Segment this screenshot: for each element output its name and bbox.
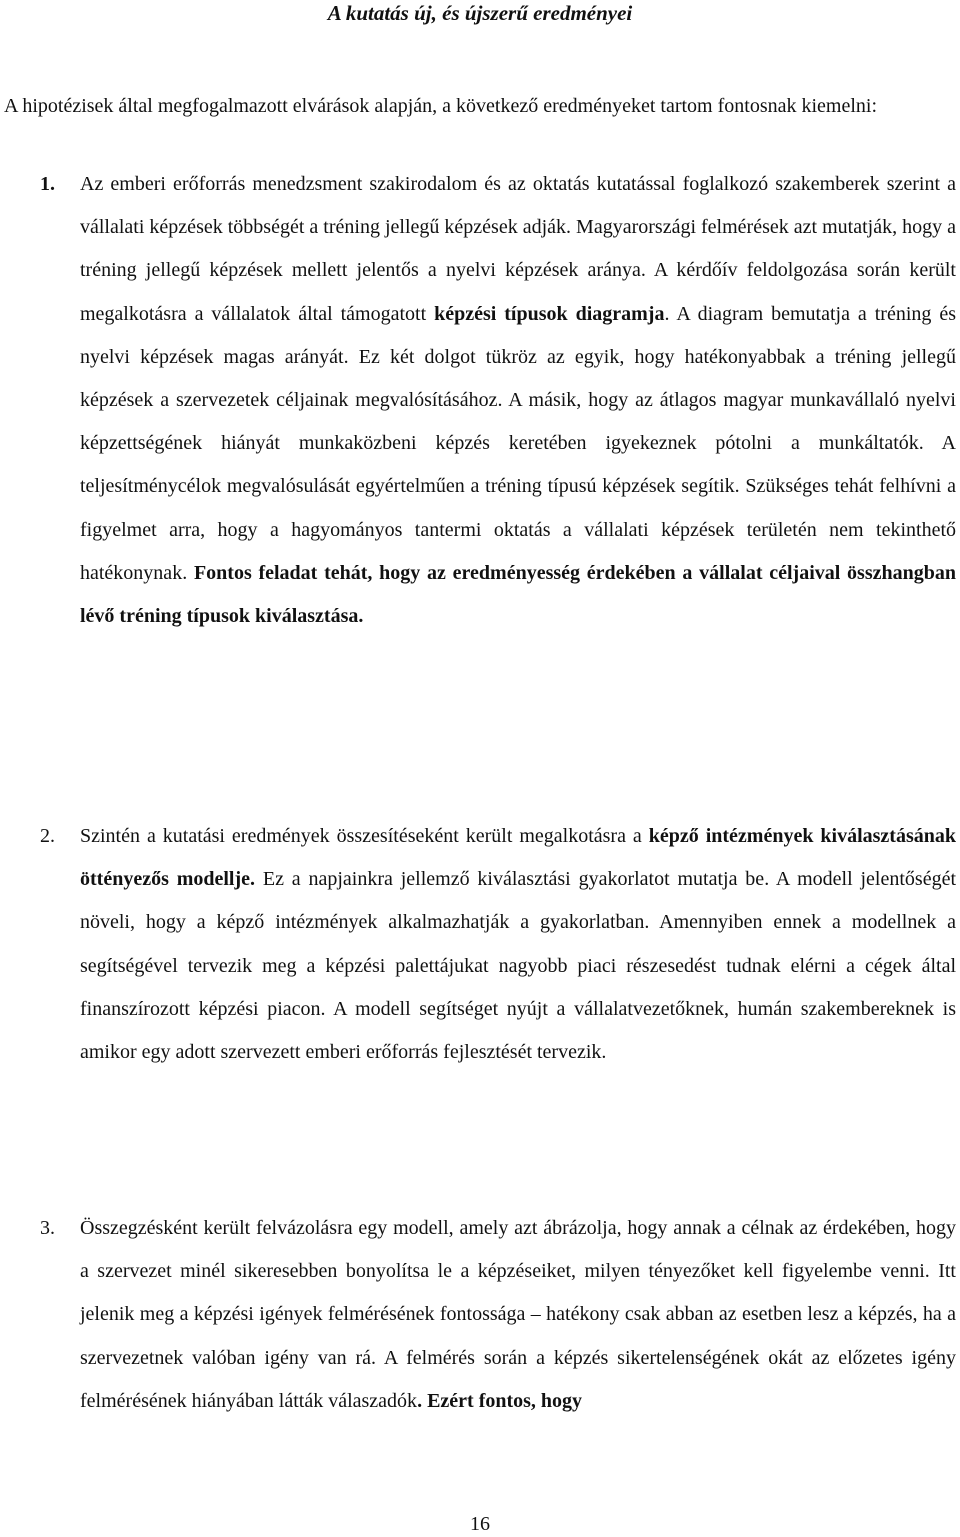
text-segment: Szintén a kutatási eredmények összesítéseként került megalkotásra a <box>80 825 649 847</box>
intro-paragraph: A hipotézisek által megfogalmazott elvárások alapján, a következő eredményeket tartom fontosnak kiemelni: <box>4 95 878 117</box>
bold-text-segment: képzési típusok diagramja <box>434 302 665 325</box>
list-item-number: 1. <box>40 173 55 195</box>
list-item-number: 2. <box>40 825 55 847</box>
bold-text-segment: képző intézmények kiválasztásának öttényezős modellje. <box>80 825 956 891</box>
text-segment: . A diagram bemutatja a tréning és nyelvi képzések magas arányát. Ez két dolgot tükröz az egyik, hogy hatékonyabbak a tréning jellegű képzések a szervezetek céljainak megvalósításához. A másik, hogy az átlagos magyar munkavállaló nyelvi képzettségének hiányát munkaközbeni képzés keretében igyekeznek pótolni a munkáltatók. A teljesítménycélok megvalósulását egyértelműen a tréning típusú képzések segítik. Szükséges tehát felhívni a figyelmet arra, hogy a hagyományos tantermi oktatás a vállalati képzések területén nem tekinthető hatékonynak. <box>80 302 956 584</box>
list-item-text <box>80 1207 956 1423</box>
text-segment: Összegzésként került felvázolásra egy modell, amely azt ábrázolja, hogy annak a célnak az érdekében, hogy a szervezet minél sikeresebben bonyolítsa le a képzéseiket, milyen tényezőket kell figyelembe venni. Itt jelenik meg a képzési igények felmérésének fontossága – hatékony csak abban az esetben lesz a képzés, ha a szervezetnek valóban igény van rá. A felmérés során a képzés sikertelenségének okát az előzetes igény felmérésének hiányában látták válaszadók <box>80 1217 956 1412</box>
text-segment: Ez a napjainkra jellemző kiválasztási gyakorlatot mutatja be. A modell jelentőségét növeli, hogy a képző intézmények alkalmazhatják a gyakorlatban. Amennyiben ennek a modellnek a segítségével tervezik meg a képzési palettájukat nagyobb piaci részesedést tudnak elérni a cégek által finanszírozott képzési piacon. A modell segítséget nyújt a vállalatvezetőknek, humán szakembereknek is amikor egy adott szervezett emberi erőforrás fejlesztését tervezik. <box>80 868 957 1064</box>
bold-text-segment: Fontos feladat tehát, hogy az eredményesség érdekében a vállalat céljaival összhangban lévő tréning típusok kiválasztása. <box>80 561 956 628</box>
list-item-text <box>80 815 956 1074</box>
bold-text-segment: . Ezért fontos, hogy <box>417 1389 583 1412</box>
page-number: 16 <box>470 1513 490 1535</box>
list-item-text <box>80 163 956 638</box>
document-title: A kutatás új, és újszerű eredményei <box>327 1 633 25</box>
list-item-number: 3. <box>40 1217 55 1239</box>
text-segment: Az emberi erőforrás menedzsment szakirodalom és az oktatás kutatással foglalkozó szakemberek szerint a vállalati képzések többségét a tréning jellegű képzések adják. Magyarországi felmérések azt mutatják, hogy a tréning jellegű képzések mellett jelentős a nyelvi képzések aránya. A kérdőív feldolgozása során került megalkotásra a vállalatok által támogatott <box>80 173 956 325</box>
